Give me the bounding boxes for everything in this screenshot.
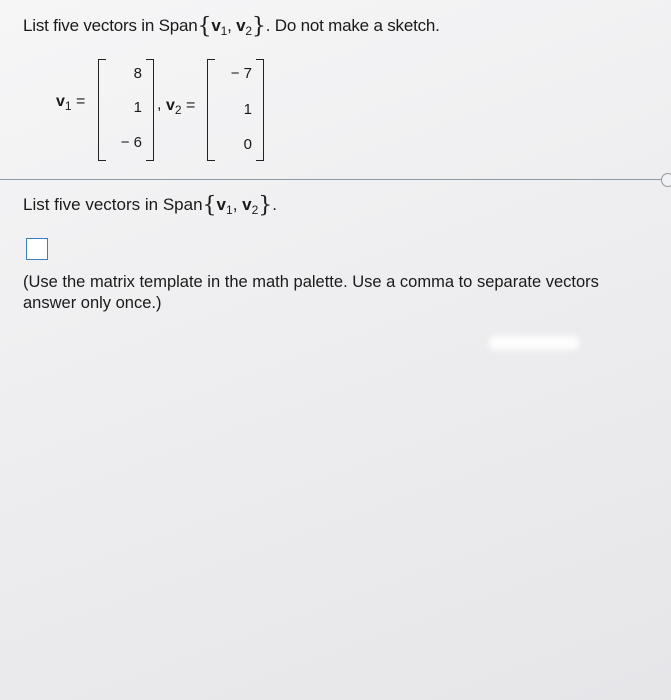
v1-matrix: [98, 59, 154, 159]
prompt-set-v2: v: [242, 195, 252, 214]
prompt-set-v2-sub: 2: [251, 203, 259, 217]
v1-entry-2: 1: [133, 99, 142, 116]
v2-name: v: [166, 97, 175, 114]
v1-entry-3: − 6: [120, 134, 142, 151]
prompt-suffix: .: [272, 195, 278, 214]
left-bracket: [207, 59, 215, 161]
v2-entry-1: − 7: [230, 65, 252, 82]
v2-matrix: [207, 59, 264, 159]
prompt-set-v1: v: [216, 195, 226, 214]
set-v2-sub: 2: [245, 24, 252, 38]
section-divider: [0, 179, 662, 180]
prompt-prefix: List five vectors in Span: [23, 195, 203, 214]
question-suffix: . Do not make a sketch.: [265, 16, 440, 35]
divider-handle[interactable]: [661, 173, 671, 187]
v1-sub: 1: [64, 99, 72, 113]
span-set: [198, 14, 266, 39]
v2-label: [166, 97, 195, 117]
prompt-set-sep: ,: [232, 195, 243, 214]
set-v1-sub: 1: [220, 24, 228, 38]
screen-glare: [489, 336, 579, 350]
right-brace: }: [251, 14, 266, 39]
prompt-span-set: [203, 193, 273, 218]
v1-entry-1: 8: [133, 65, 142, 82]
v2-entry-2: 1: [243, 101, 252, 118]
prompt-set-v1-sub: 1: [226, 203, 233, 217]
set-v1: v: [211, 16, 221, 35]
right-brace: }: [258, 193, 273, 218]
instructions-line-2: answer only once.): [23, 294, 162, 312]
right-bracket: [146, 59, 154, 161]
answer-input[interactable]: [26, 238, 48, 260]
set-v2: v: [236, 16, 246, 35]
v1-label: [56, 93, 85, 113]
left-brace: {: [202, 193, 217, 218]
instructions-text: [23, 272, 671, 314]
v1-name: v: [56, 93, 65, 110]
set-sep: ,: [227, 16, 237, 35]
question-prefix: List five vectors in Span: [23, 16, 198, 35]
instructions-line-1: (Use the matrix template in the math palette. Use a comma to separate vectors: [23, 273, 599, 291]
left-bracket: [98, 59, 106, 161]
answer-prompt: [23, 193, 277, 218]
v2-entry-3: 0: [243, 136, 252, 153]
vector-separator: ,: [157, 96, 162, 113]
v1-equals: =: [76, 93, 86, 110]
left-brace: {: [197, 14, 212, 39]
question-text: [23, 14, 440, 39]
v2-equals: =: [186, 97, 196, 114]
right-bracket: [256, 59, 264, 161]
v2-sub: 2: [174, 103, 182, 117]
